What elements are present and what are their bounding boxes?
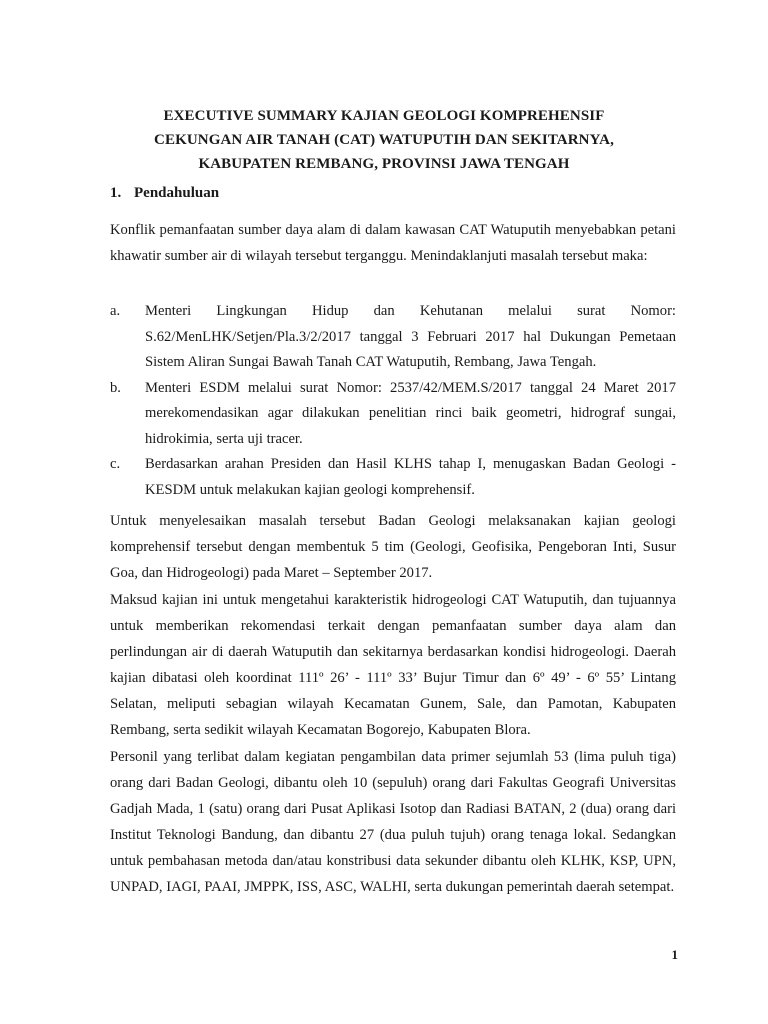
paragraph-purpose: Maksud kajian ini untuk mengetahui karakteristik hidrogeologi CAT Watuputih, dan tujuannya untuk memberikan rekomendasi terkait dengan pemanfaatan sumber daya alam dan perlindungan air di daerah Watuputih dan sekitarnya berdasarkan kondisi hidrogeologi. Daerah kajian dibatasi oleh koordinat 111º 26’ - 111º 33’ Bujur Timur dan 6º 49’ - 6º 55’ Lintang Selatan, meliputi sebagian wilayah Kecamatan Gunem, Sale, dan Pamotan, Kabupaten Rembang, serta sedikit wilayah Kecamatan Bogorejo, Kabupaten Blora. xyxy=(110,592,676,738)
list-item xyxy=(110,452,676,503)
list-item xyxy=(110,376,676,453)
list-marker: c. xyxy=(110,456,121,472)
title-line-2: CEKUNGAN AIR TANAH (CAT) WATUPUTIH DAN SEKITARNYA, xyxy=(154,132,614,148)
section-title: Pendahuluan xyxy=(134,185,220,201)
paragraph-personnel: Personil yang terlibat dalam kegiatan pengambilan data primer sejumlah 53 (lima puluh tiga) orang dari Badan Geologi, dibantu oleh 10 (sepuluh) orang dari Fakultas Geografi Universitas Gadjah Mada, 1 (satu) orang dari Pusat Aplikasi Isotop dan Radiasi BATAN, 2 (dua) orang dari Institut Teknologi Bandung, dan dibantu 27 (dua puluh tujuh) orang tenaga lokal. Sedangkan untuk pembahasan metoda dan/atau konstribusi data sekunder dibantu oleh KLHK, KSP, UPN, UNPAD, IAGI, PAAI, JMPPK, ISS, ASC, WALHI, serta dukungan pemerintah daerah setempat. xyxy=(110,749,676,895)
document-title xyxy=(110,104,658,176)
list-item-text: Menteri ESDM melalui surat Nomor: 2537/42/MEM.S/2017 tanggal 24 Maret 2017 merekomendasikan agar dilakukan penelitian rinci baik geometri, hidrograf sungai, hidrokimia, serta uji tracer. xyxy=(145,379,676,447)
section-heading xyxy=(110,185,219,202)
list-item xyxy=(110,299,676,376)
page-number: 1 xyxy=(671,947,678,962)
numbered-list xyxy=(110,299,676,503)
list-marker: b. xyxy=(110,379,121,396)
paragraph-team: Untuk menyelesaikan masalah tersebut Badan Geologi melaksanakan kajian geologi komprehensif tersebut dengan membentuk 5 tim (Geologi, Geofisika, Pengeboran Inti, Susur Goa, dan Hidrogeologi) pada Maret – September 2017. xyxy=(110,513,676,581)
list-marker: a. xyxy=(110,303,121,319)
list-item-text: Berdasarkan arahan Presiden dan Hasil KLHS tahap I, menugaskan Badan Geologi - KESDM untuk melakukan kajian geologi komprehensif. xyxy=(145,456,676,498)
paragraph-intro: Konflik pemanfaatan sumber daya alam di dalam kawasan CAT Watuputih menyebabkan petani khawatir sumber air di wilayah tersebut terganggu. Menindaklanjuti masalah tersebut maka: xyxy=(110,222,676,264)
list-item-text: Menteri Lingkungan Hidup dan Kehutanan melalui surat Nomor: S.62/MenLHK/Setjen/Pla.3/2/2017 tanggal 3 Februari 2017 hal Dukungan Pemetaan Sistem Aliran Sungai Bawah Tanah CAT Watuputih, Rembang, Jawa Tengah. xyxy=(145,303,676,370)
section-number: 1. xyxy=(110,185,122,201)
title-line-1: EXECUTIVE SUMMARY KAJIAN GEOLOGI KOMPREHENSIF xyxy=(163,108,605,124)
title-line-3: KABUPATEN REMBANG, PROVINSI JAWA TENGAH xyxy=(198,156,570,172)
